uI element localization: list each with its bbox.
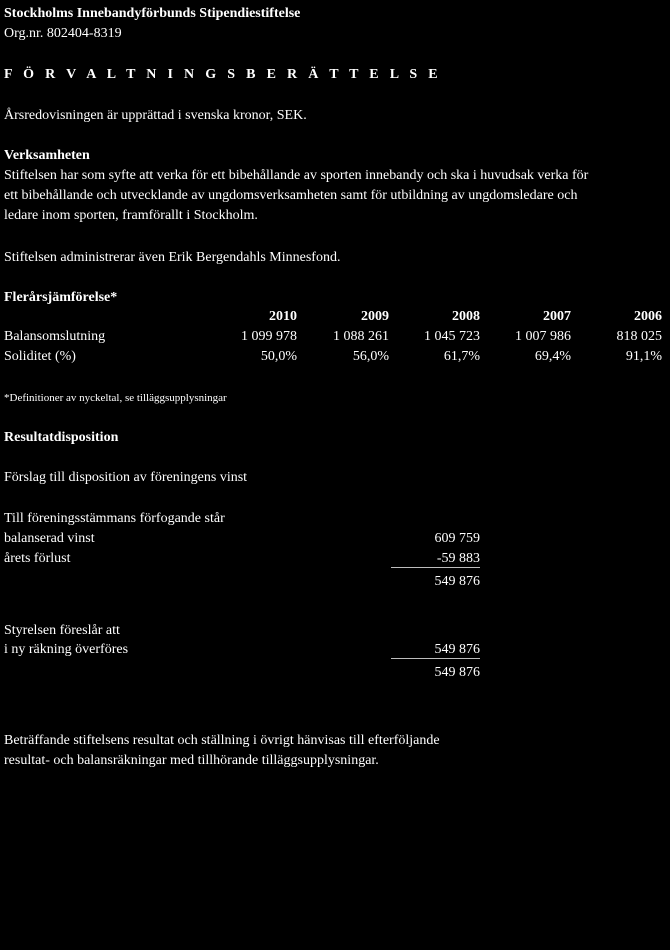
sum-divider bbox=[391, 567, 480, 568]
year-header: 2006 bbox=[634, 309, 662, 324]
verksamheten-text-line: ett bibehållande och utvecklande av ungdomsverksamheten samt för utbildning av ungdomsledare och bbox=[4, 188, 578, 203]
row-label-soliditet: Soliditet (%) bbox=[4, 349, 76, 364]
verksamheten-text-line: ledare inom sporten, framförallt i Stockholm. bbox=[4, 208, 258, 223]
table-cell: 91,1% bbox=[625, 349, 662, 364]
balanserad-vinst-value: 609 759 bbox=[434, 531, 480, 546]
currency-note: Årsredovisningen är upprättad i svenska kronor, SEK. bbox=[4, 108, 307, 123]
table-cell: 1 007 986 bbox=[515, 329, 571, 344]
available-heading: Till föreningsstämmans förfogande står bbox=[4, 511, 225, 526]
board-proposal-heading: Styrelsen föreslår att bbox=[4, 623, 120, 638]
organization-number: Org.nr. 802404-8319 bbox=[4, 26, 122, 41]
section-heading-resultatdisposition: Resultatdisposition bbox=[4, 430, 119, 445]
arets-forlust-value: -59 883 bbox=[436, 551, 480, 566]
year-header: 2008 bbox=[452, 309, 480, 324]
table-cell: 56,0% bbox=[352, 349, 389, 364]
section-heading-verksamheten: Verksamheten bbox=[4, 148, 90, 163]
closing-text-line: Beträffande stiftelsens resultat och ställning i övrigt hänvisas till efterföljande bbox=[4, 733, 440, 748]
proposal-text: Förslag till disposition av föreningens vinst bbox=[4, 470, 248, 485]
year-header: 2010 bbox=[269, 309, 297, 324]
table-cell: 818 025 bbox=[616, 329, 662, 344]
table-cell: 50,0% bbox=[260, 349, 297, 364]
section-heading-multi-year: Flerårsjämförelse* bbox=[4, 290, 118, 305]
table-cell: 69,4% bbox=[534, 349, 571, 364]
available-sum-value: 549 876 bbox=[434, 574, 480, 589]
closing-text-line: resultat- och balansräkningar med tillhörande tilläggsupplysningar. bbox=[4, 753, 379, 768]
year-header: 2007 bbox=[543, 309, 571, 324]
sum-divider bbox=[391, 658, 480, 659]
table-cell: 61,7% bbox=[443, 349, 480, 364]
row-label-balansomslutning: Balansomslutning bbox=[4, 329, 106, 344]
organization-name: Stockholms Innebandyförbunds Stipendiestiftelse bbox=[4, 6, 301, 21]
carry-forward-label: i ny räkning överföres bbox=[4, 642, 129, 657]
table-cell: 1 099 978 bbox=[241, 329, 297, 344]
footnote: *Definitioner av nyckeltal, se tilläggsupplysningar bbox=[4, 392, 227, 404]
document-title: F Ö R V A L T N I N G S B E R Ä T T E L S E bbox=[4, 67, 442, 82]
table-cell: 1 045 723 bbox=[424, 329, 480, 344]
table-cell: 1 088 261 bbox=[333, 329, 389, 344]
arets-forlust-label: årets förlust bbox=[4, 551, 71, 566]
carry-forward-sum: 549 876 bbox=[434, 665, 480, 680]
carry-forward-value: 549 876 bbox=[434, 642, 480, 657]
verksamheten-text-line: Stiftelsen har som syfte att verka för ett bibehållande av sporten innebandy och ska i huvudsak verka för bbox=[4, 168, 589, 183]
fund-note: Stiftelsen administrerar även Erik Bergendahls Minnesfond. bbox=[4, 250, 341, 265]
year-header: 2009 bbox=[361, 309, 389, 324]
balanserad-vinst-label: balanserad vinst bbox=[4, 531, 95, 546]
